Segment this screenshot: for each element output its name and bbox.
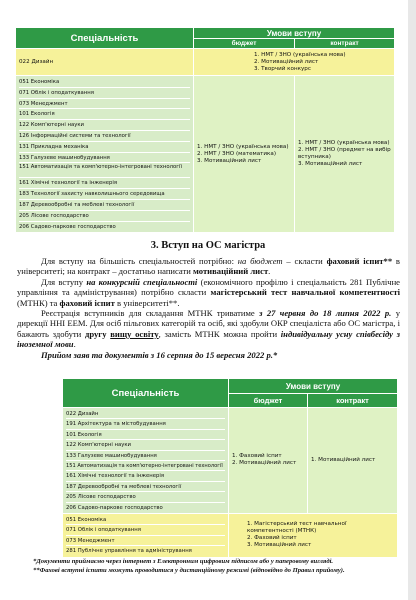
condition-line: 3. Мотиваційний лист — [197, 157, 262, 164]
text-run: вищу освіту — [110, 328, 159, 339]
master-admission-table — [62, 378, 398, 558]
specialty-item: 101 Екологія — [19, 109, 190, 120]
specialty-item: 187 Деревообробні та меблеві технології — [66, 482, 225, 492]
text-run: з 27 червня до 18 липня 2022 р. — [259, 308, 392, 319]
specialty-list-a — [63, 408, 229, 514]
text-run: Для вступу на більшість спеціальностей потрібно: — [41, 256, 238, 266]
condition-line: 2. НМТ / ЗНО (предмет на вибір вступника) — [298, 147, 391, 161]
specialty-list — [16, 76, 194, 233]
condition-line: 1. Мотиваційний лист — [311, 456, 376, 463]
text-run: магістерський тест навчальної компетентності — [210, 287, 400, 298]
budget-conditions — [229, 408, 308, 514]
text-run: фаховий іспит — [59, 297, 115, 308]
specialty-item: 161 Хімічні технології та інженерія — [19, 178, 190, 189]
condition-line: 3. Мотиваційний лист — [247, 542, 312, 549]
condition-line: 3. Мотиваційний лист — [298, 161, 363, 168]
condition-line: 1. НМТ / ЗНО (українська мова) — [298, 140, 390, 147]
paragraph-3 — [17, 308, 400, 350]
master-test-conditions — [229, 513, 398, 557]
specialty-item: 071 Облік і оподаткування — [66, 525, 225, 535]
header-conditions: Умови вступу — [229, 379, 398, 394]
specialty-item: 073 Менеджмент — [19, 99, 190, 110]
specialty-item: 122 Комп'ютерні науки — [66, 440, 225, 450]
text-run: на бюджет — [237, 256, 283, 266]
text-run: мотиваційний лист — [193, 266, 269, 277]
text-run: в університеті; на контракт – достатньо написати — [17, 256, 400, 277]
text-run: . — [73, 339, 76, 350]
condition-line: 2. Мотиваційний лист — [254, 58, 319, 65]
specialty-item: 206 Садово-паркове господарство — [19, 223, 116, 230]
specialty-item: 187 Деревообробні та меблеві технології — [19, 200, 190, 211]
text-run: (економічного профілю і спеціальність 281 Публічне управління та адміністрування) потрібно скласти — [17, 276, 400, 298]
specialty-item: 126 Інформаційні системи та технології — [19, 131, 190, 142]
page-edge-shadow — [408, 0, 416, 600]
specialty-item: 183 Технології захисту навколишнього середовища — [19, 189, 190, 200]
specialty-item: 022 Дизайн — [66, 409, 225, 419]
specialty-item: 205 Лісове господарство — [19, 211, 190, 222]
text-run: , замість МТНК можна пройти — [158, 328, 281, 339]
specialty-item: 281 Публічне управління та адміністрування — [66, 548, 192, 555]
section-title: 3. Вступ на ОС магістра — [150, 240, 266, 251]
text-run: індивідуальну усну співбесіду з іноземної мови — [17, 328, 401, 350]
condition-line: 1. Магістерський тест навчальної компетентності (МТНК) — [247, 521, 347, 535]
condition-line: 1. Фаховий іспит — [232, 453, 282, 460]
condition-line: 1. НМТ / ЗНО (українська мова) — [197, 143, 289, 150]
condition-line: 2. Фаховий іспит — [247, 535, 297, 542]
paragraph-1 — [17, 256, 400, 277]
specialty-item: 206 Садово-паркове господарство — [66, 504, 163, 511]
specialty-item: 051 Економіка — [66, 515, 225, 525]
specialty-item: 122 Комп'ютерні науки — [19, 120, 190, 131]
specialty-item: 051 Економіка — [19, 77, 190, 88]
contract-conditions — [295, 76, 395, 233]
condition-line: 2. Мотиваційний лист — [232, 460, 297, 467]
text-run: в університеті**. — [114, 297, 180, 308]
text-run: Реєстрація вступників для складання МТНК триватиме — [41, 308, 260, 319]
specialty-item: 073 Менеджмент — [66, 536, 225, 546]
header-contract: контракт — [308, 394, 398, 408]
text-run: – скласти — [282, 256, 327, 266]
footnote-exams: **Фахові вступні іспити можуть проводитися у дистанційному режимі (відповідно до Правил прийому). — [33, 567, 345, 574]
header-budget: бюджет — [194, 39, 295, 49]
paragraph-2 — [17, 277, 400, 308]
specialty-item: 151 Автоматизація та комп'ютерно-інтегровані технології — [19, 163, 190, 178]
header-contract: контракт — [295, 39, 395, 49]
header-specialty: Спеціальність — [63, 379, 229, 408]
bachelor-admission-table — [15, 27, 395, 233]
specialty-item: 133 Галузеве машинобудування — [19, 153, 190, 164]
specialty-list-b — [63, 513, 229, 557]
text-run: . — [268, 266, 271, 277]
budget-conditions — [194, 76, 295, 233]
condition-line: 2. НМТ / ЗНО (математика) — [197, 150, 277, 157]
condition-line: 1. НМТ / ЗНО (українська мова) — [254, 51, 346, 58]
header-specialty: Спеціальність — [16, 28, 194, 49]
footnote-documents: *Документи приймаємо через інтернет з Електронним цифровим підписом або у паперовому вигляді. — [33, 558, 334, 565]
specialty-item: 071 Облік і оподаткування — [19, 88, 190, 99]
text-run: у дирекції ННІ ЕЕМ. Для осіб пільгових категорій та осіб, які здобули ОКР спеціаліста або ОС магістра, і бажають здобути — [17, 308, 400, 339]
specialty-item: 101 Екологія — [66, 430, 225, 440]
specialty-item: 133 Галузеве машинобудування — [66, 451, 225, 461]
specialty-item: 151 Автоматизація та комп'ютерно-інтегровані технології — [66, 461, 225, 471]
condition-line: 3. Творчий конкурс — [254, 65, 311, 72]
specialty-cell-design: 022 Дизайн — [16, 49, 194, 76]
design-conditions — [194, 49, 395, 76]
header-budget: бюджет — [229, 394, 308, 408]
text-run: фаховий іспит** — [326, 256, 393, 266]
text-run: (МТНК) та — [17, 297, 60, 308]
specialty-item: 191 Архітектура та містобудування — [66, 419, 225, 429]
contract-conditions — [308, 408, 398, 514]
specialty-item: 161 Хімічні технології та інженерія — [66, 471, 225, 481]
header-conditions: Умови вступу — [194, 28, 395, 39]
specialty-item: 205 Лісове господарство — [66, 492, 225, 502]
text-run: другу — [84, 328, 107, 339]
paragraph-4: Прийом заяв та документів з 16 серпня до 15 вересня 2022 р.* — [41, 349, 278, 360]
text-run: Для вступу — [41, 276, 87, 287]
text-run: на конкурсній спеціальності — [86, 276, 198, 287]
section-body — [17, 256, 400, 360]
specialty-item: 131 Прикладна механіка — [19, 142, 190, 153]
